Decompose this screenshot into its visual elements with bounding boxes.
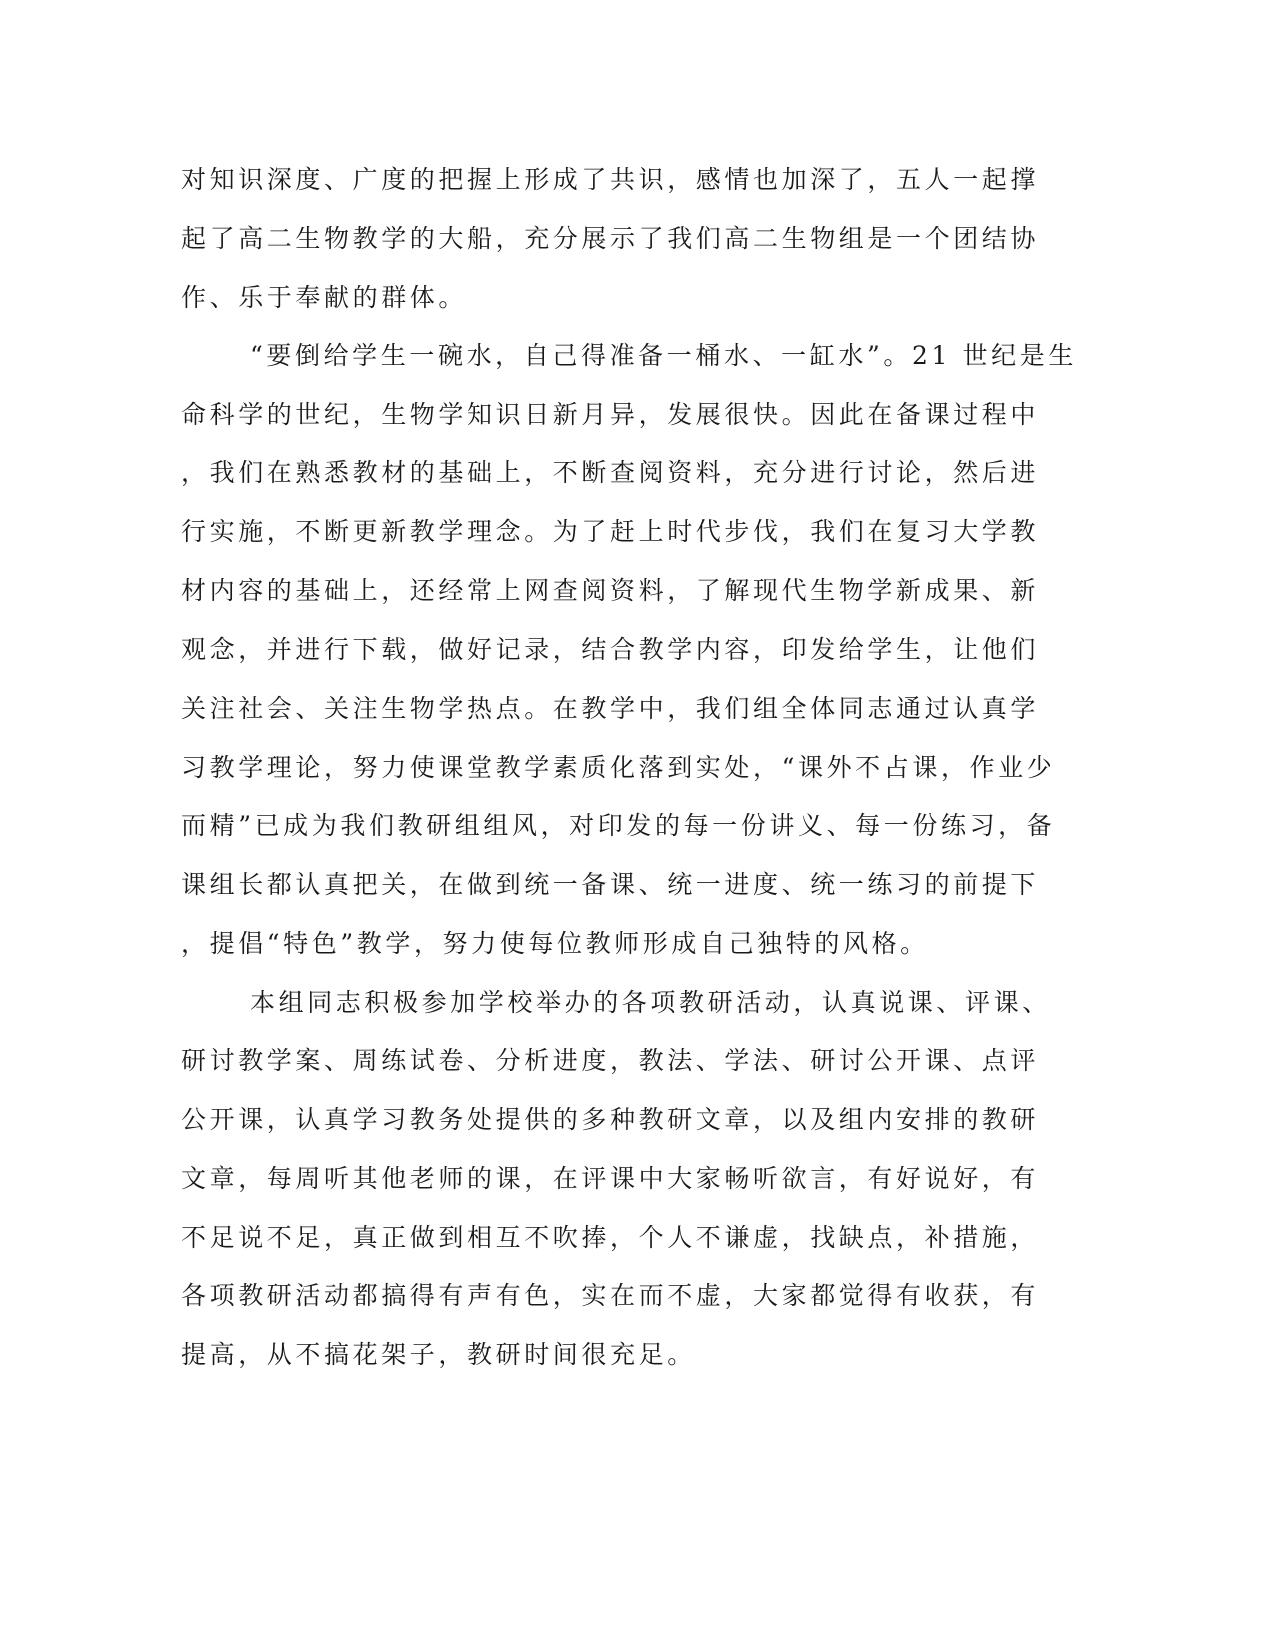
- text-line-15: 本组同志积极参加学校举办的各项教研活动，认真说课、评课、: [250, 988, 1051, 1017]
- text-line-1: 对知识深度、广度的把握上形成了共识，感情也加深了，五人一起撑: [181, 165, 1040, 194]
- text-line-6: ，我们在熟悉教材的基础上，不断查阅资料，充分进行讨论，然后进: [181, 458, 1040, 487]
- text-line-13: 课组长都认真把关，在做到统一备课、统一进度、统一练习的前提下: [181, 870, 1040, 899]
- text-line-12: 而精”已成为我们教研组组风，对印发的每一份讲义、每一份练习，备: [181, 811, 1056, 840]
- text-line-7: 行实施，不断更新教学理念。为了赶上时代步伐，我们在复习大学教: [181, 517, 1040, 546]
- text-line-18: 文章，每周听其他老师的课，在评课中大家畅听欲言，有好说好，有: [181, 1164, 1040, 1193]
- text-line-21: 提高，从不搞花架子，教研时间很充足。: [181, 1340, 696, 1369]
- text-line-9: 观念，并进行下载，做好记录，结合教学内容，印发给学生，让他们: [181, 635, 1040, 664]
- text-line-11: 习教学理论，努力使课堂教学素质化落到实处，“课外不占课，作业少: [181, 753, 1056, 782]
- text-line-14: ，提倡“特色”教学，努力使每位教师形成自己独特的风格。: [181, 929, 929, 958]
- text-line-16: 研讨教学案、周练试卷、分析进度，教法、学法、研讨公开课、点评: [181, 1046, 1040, 1075]
- text-line-3: 作、乐于奉献的群体。: [181, 283, 468, 312]
- text-line-4: “要倒给学生一碗水，自己得准备一桶水、一缸水”。21 世纪是生: [250, 341, 1077, 370]
- text-line-5: 命科学的世纪，生物学知识日新月异，发展很快。因此在备课过程中: [181, 400, 1040, 429]
- text-line-17: 公开课，认真学习教务处提供的多种教研文章，以及组内安排的教研: [181, 1105, 1040, 1134]
- text-line-10: 关注社会、关注生物学热点。在教学中，我们组全体同志通过认真学: [181, 694, 1040, 723]
- text-line-19: 不足说不足，真正做到相互不吹捧，个人不谦虚，找缺点，补措施，: [181, 1223, 1040, 1252]
- text-line-2: 起了高二生物教学的大船，充分展示了我们高二生物组是一个团结协: [181, 224, 1040, 253]
- text-line-8: 材内容的基础上，还经常上网查阅资料，了解现代生物学新成果、新: [181, 576, 1040, 605]
- text-line-20: 各项教研活动都搞得有声有色，实在而不虚，大家都觉得有收获，有: [181, 1281, 1040, 1310]
